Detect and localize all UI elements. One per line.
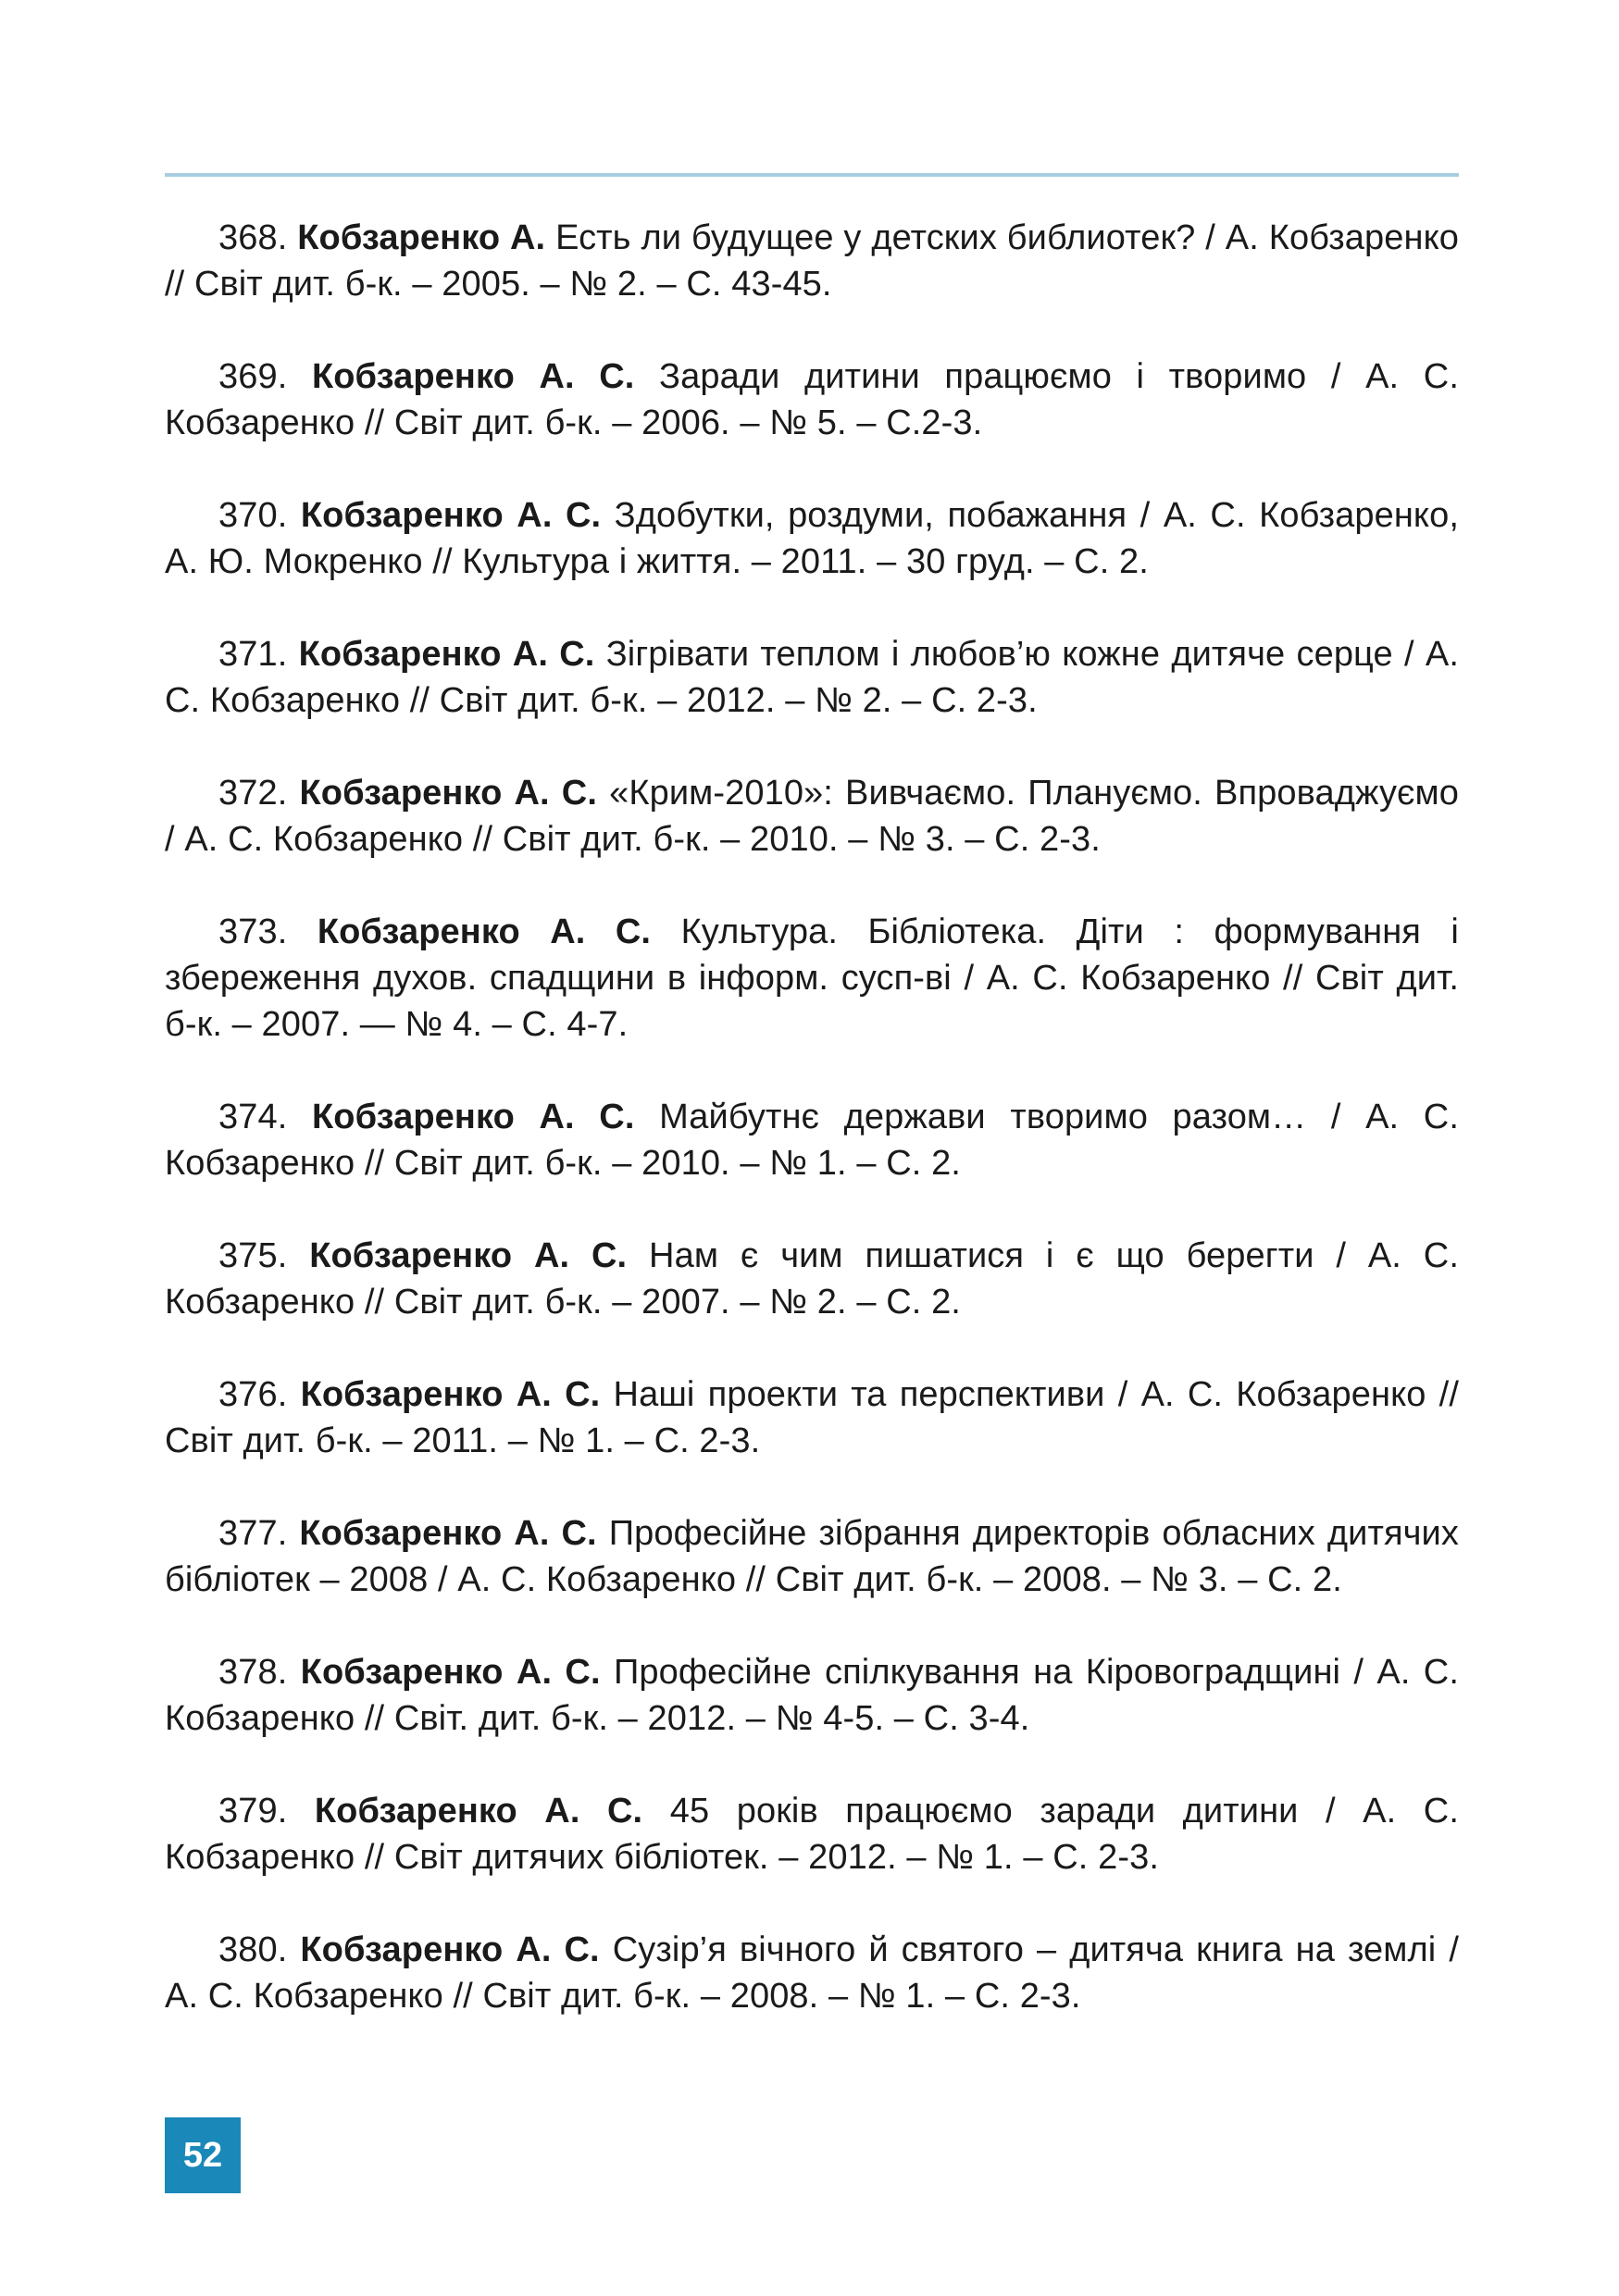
entry-author: Кобзаренко А. С. [300,1653,601,1692]
entry-text: Культура. Бібліотека. Діти : формування і збереження духов. спадщини в інформ. сусп-ві / А. С. Кобзаренко // Світ дит. б-к. – 2007. — № 4. – С. 4-7. [165,912,1459,1044]
bibliography-entry [165,1371,1459,1464]
entry-text: Зігрівати теплом і любов’ю кожне дитяче серце / А. С. Кобзаренко // Світ дит. б-к. – 2012. – № 2. – С. 2-3. [165,635,1459,720]
entry-text: Сузір’я вічного й святого – дитяча книга на землі / А. С. Кобзаренко // Світ дит. б-к. – 2008. – № 1. – С. 2-3. [165,1930,1459,2016]
entry-number: 378. [218,1653,288,1692]
bibliography-entry [165,492,1459,585]
bibliography-entry [165,1788,1459,1880]
entry-author: Кобзаренко А. С. [299,774,597,813]
entry-number: 370. [218,496,288,535]
entry-author: Кобзаренко А. С. [300,496,602,535]
bibliography-entry [165,215,1459,307]
entry-number: 377. [218,1514,288,1553]
entry-text: Професійне зібрання директорів обласних дитячих бібліотек – 2008 / А. С. Кобзаренко // Світ дит. б-к. – 2008. – № 3. – С. 2. [165,1514,1459,1599]
bibliography-entry [165,1510,1459,1603]
bibliography-entry [165,631,1459,724]
entry-text: Майбутнє держави творимо разом… / А. С. Кобзаренко // Світ дит. б-к. – 2010. – № 1. – С. 2. [165,1098,1459,1183]
bibliography-entry [165,909,1459,1048]
entry-author: Кобзаренко А. [297,218,546,257]
bibliography-entry [165,770,1459,863]
entry-text: «Крим-2010»: Вивчаємо. Плануємо. Впроваджуємо / А. С. Кобзаренко // Світ дит. б-к. – 2010. – № 3. – С. 2-3. [165,774,1459,859]
bibliography-entry [165,1094,1459,1186]
header-rule [165,173,1459,177]
page-number-badge [165,2117,241,2193]
entry-author: Кобзаренко А. С. [299,1514,597,1553]
entry-author: Кобзаренко А. С. [309,1236,628,1275]
entry-author: Кобзаренко А. С. [298,635,595,674]
entry-author: Кобзаренко А. С. [311,357,635,396]
entry-text: Нам є чим пишатися і є що берегти / А. С. Кобзаренко // Світ дит. б-к. – 2007. – № 2. – С. 2. [165,1236,1459,1322]
entry-number: 376. [218,1375,288,1414]
bibliography-list [165,215,1459,2066]
entry-text: Професійне спілкування на Кіровоградщині / А. С. Кобзаренко // Світ. дит. б-к. – 2012. – № 4-5. – С. 3-4. [165,1653,1459,1738]
entry-number: 375. [218,1236,288,1275]
entry-text: 45 років працюємо заради дитини / А. С. Кобзаренко // Світ дитячих бібліотек. – 2012. – № 1. – С. 2-3. [165,1792,1459,1877]
entry-number: 379. [218,1792,288,1831]
entry-number: 369. [218,357,288,396]
entry-number: 371. [218,635,288,674]
entry-number: 368. [218,218,288,257]
entry-text: Есть ли будущее у детских библиотек? / А. Кобзаренко // Світ дит. б-к. – 2005. – № 2. – С. 43-45. [165,218,1459,304]
page-number: 52 [182,2135,223,2175]
entry-text: Здобутки, роздуми, побажання / А. С. Кобзаренко, А. Ю. Мокренко // Культура і життя. – 2011. – 30 груд. – С. 2. [165,496,1459,581]
bibliography-entry [165,1233,1459,1325]
entry-number: 374. [218,1098,288,1136]
entry-author: Кобзаренко А. С. [314,1792,643,1831]
bibliography-entry [165,354,1459,446]
entry-author: Кобзаренко А. С. [300,1930,600,1969]
entry-number: 380. [218,1930,288,1969]
entry-author: Кобзаренко А. С. [311,1098,635,1136]
bibliography-entry [165,1649,1459,1742]
entry-number: 373. [218,912,288,951]
entry-text: Заради дитини працюємо і творимо / А. С. Кобзаренко // Світ дит. б-к. – 2006. – № 5. – С.2-3. [165,357,1459,442]
entry-author: Кобзаренко А. С. [300,1375,601,1414]
bibliography-entry [165,1927,1459,2019]
entry-number: 372. [218,774,288,813]
entry-author: Кобзаренко А. С. [317,912,652,951]
entry-text: Наші проекти та перспективи / А. С. Кобзаренко // Світ дит. б-к. – 2011. – № 1. – С. 2-3. [165,1375,1460,1460]
